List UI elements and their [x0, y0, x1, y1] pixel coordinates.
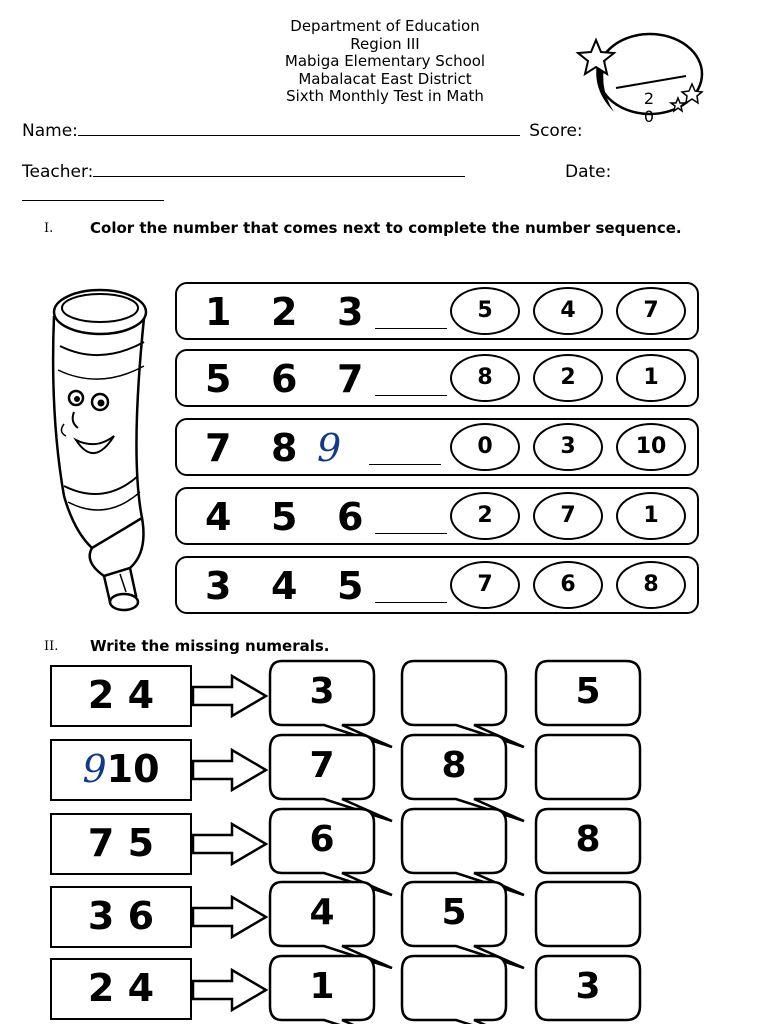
handwritten-number: 9	[82, 747, 107, 791]
choice-circle[interactable]: 5	[450, 287, 520, 335]
bubble-number: 6	[309, 819, 335, 860]
score-digit: 0	[643, 107, 655, 126]
sequence-row-1	[175, 282, 699, 340]
sequence-number: 5	[205, 357, 232, 401]
score-label: Score:	[529, 121, 583, 141]
score-digit: 2	[643, 89, 655, 108]
date-line[interactable]	[22, 186, 164, 201]
sequence-number: 2	[271, 290, 298, 334]
given-number: 6	[127, 894, 155, 938]
right-arrow-icon	[192, 895, 268, 939]
teacher-line[interactable]	[93, 162, 465, 177]
sequence-row-4	[175, 487, 699, 545]
choice-circle[interactable]: 7	[533, 492, 603, 540]
sequence-number: 7	[337, 357, 364, 401]
sequence-number: 5	[337, 564, 364, 608]
bubble-number: 8	[575, 819, 601, 860]
right-arrow-icon	[192, 674, 268, 718]
answer-blank[interactable]	[375, 395, 447, 396]
choice-circle[interactable]: 1	[616, 354, 686, 402]
choice-circle[interactable]: 7	[616, 287, 686, 335]
choice-circle[interactable]: 3	[533, 423, 603, 471]
handwritten-number: 9	[317, 426, 342, 470]
right-arrow-icon	[192, 822, 268, 866]
sequence-number: 7	[205, 426, 232, 470]
bubble-number: 1	[309, 966, 335, 1007]
bubble-number: 7	[309, 745, 335, 786]
school-header	[210, 18, 560, 106]
choice-circle[interactable]: 10	[616, 423, 686, 471]
name-line[interactable]	[78, 121, 520, 136]
header-line: Mabalacat East District	[298, 69, 472, 88]
given-number: 2	[87, 673, 115, 717]
header-line: Department of Education	[290, 17, 480, 35]
bubble-number: 8	[441, 745, 467, 786]
date-row	[565, 162, 611, 182]
right-arrow-icon	[192, 748, 268, 792]
choice-circle[interactable]: 8	[450, 354, 520, 402]
score-denominator	[642, 90, 656, 126]
given-number: 7	[87, 821, 115, 865]
given-numbers-box	[50, 813, 192, 875]
choice-circle[interactable]: 7	[450, 561, 520, 609]
sequence-number: 1	[205, 290, 232, 334]
smiling-crayon-icon	[44, 286, 154, 622]
sequence-number: 3	[205, 564, 232, 608]
bubble-number: 3	[309, 671, 335, 712]
given-numbers-box	[50, 739, 192, 801]
given-numbers-box	[50, 886, 192, 948]
header-line: Region III	[350, 34, 420, 53]
test-title: Sixth Monthly Test in Math	[286, 87, 484, 105]
sequence-row-2	[175, 349, 699, 407]
choice-circle[interactable]: 8	[616, 561, 686, 609]
answer-blank[interactable]	[375, 328, 447, 329]
given-numbers-box	[50, 958, 192, 1020]
header-line: Mabiga Elementary School	[284, 52, 486, 70]
section-numeral: II.	[44, 639, 59, 654]
given-numbers-box	[50, 665, 192, 727]
answer-blank[interactable]	[375, 533, 447, 534]
section-numeral: I.	[44, 221, 54, 236]
bubble-number: 4	[309, 892, 335, 933]
given-number: 3	[87, 894, 115, 938]
bubble-number: 3	[575, 966, 601, 1007]
teacher-row	[22, 162, 465, 182]
given-number: 5	[127, 821, 155, 865]
choice-circle[interactable]: 0	[450, 423, 520, 471]
right-arrow-icon	[192, 968, 268, 1012]
sequence-number: 3	[337, 290, 364, 334]
sequence-number: 6	[337, 495, 364, 539]
answer-blank[interactable]	[369, 464, 441, 465]
sequence-row-5	[175, 556, 699, 614]
name-row	[22, 121, 583, 141]
choice-circle[interactable]: 2	[533, 354, 603, 402]
answer-blank[interactable]	[375, 602, 447, 603]
given-number: 4	[127, 966, 155, 1010]
name-label: Name:	[22, 121, 78, 141]
bubble-number: 5	[441, 892, 467, 933]
sequence-number: 8	[271, 426, 298, 470]
given-number: 10	[106, 747, 160, 791]
given-number: 4	[127, 673, 155, 717]
date-label: Date:	[565, 162, 612, 182]
choice-circle[interactable]: 1	[616, 492, 686, 540]
sequence-row-3	[175, 418, 699, 476]
sequence-number: 6	[271, 357, 298, 401]
section-text: Color the number that comes next to complete the number sequence.	[90, 219, 682, 237]
sequence-number: 4	[205, 495, 232, 539]
bubble-number: 5	[575, 671, 601, 712]
sequence-number: 4	[271, 564, 298, 608]
section-text: Write the missing numerals.	[90, 637, 330, 655]
choice-circle[interactable]: 2	[450, 492, 520, 540]
sequence-number: 5	[271, 495, 298, 539]
given-number: 2	[87, 966, 115, 1010]
choice-circle[interactable]: 6	[533, 561, 603, 609]
speech-bubble-icon[interactable]	[400, 954, 526, 1024]
teacher-label: Teacher:	[22, 162, 94, 182]
choice-circle[interactable]: 4	[533, 287, 603, 335]
